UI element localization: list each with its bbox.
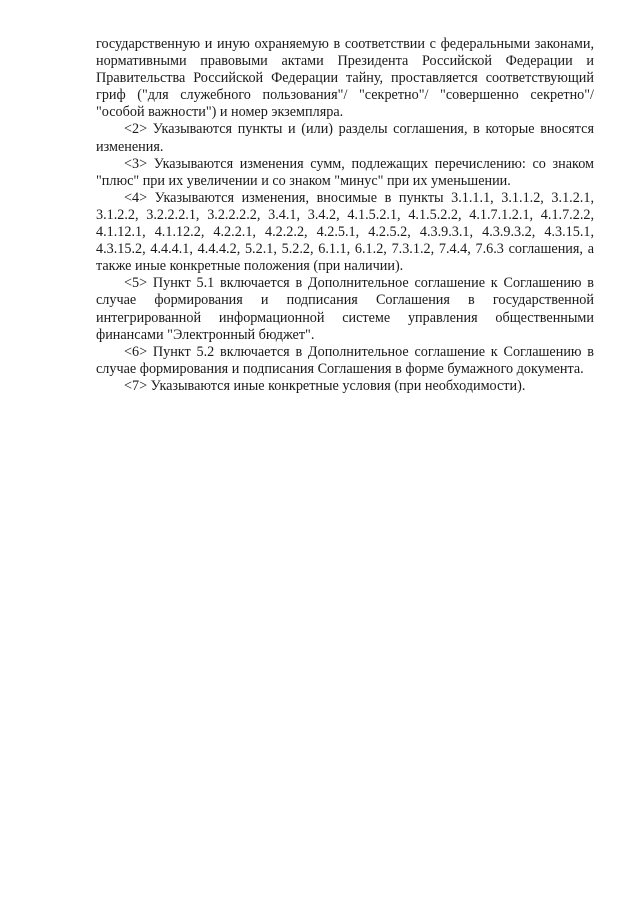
footnote-continuation: государственную и иную охраняемую в соответствии с федеральными законами, нормативными правовыми актами Президента Российской Федерации и Правительства Российской Федерации тайну, проставляется соответствующий гриф ("для служебного пользования"/ "секретно"/ "совершенно секретно"/ "особой важности") и номер экземпляра. [96,36,594,121]
footnote-6: <6> Пункт 5.2 включается в Дополнительное соглашение к Соглашению в случае формирования и подписания Соглашения в форме бумажного документа. [96,343,594,377]
footnote-3: <3> Указываются изменения сумм, подлежащих перечислению: со знаком "плюс" при их увеличении и со знаком "минус" при их уменьшении. [96,155,594,189]
footnote-4: <4> Указываются изменения, вносимые в пункты 3.1.1.1, 3.1.1.2, 3.1.2.1, 3.1.2.2, 3.2.2.2.1, 3.2.2.2.2, 3.4.1, 3.4.2, 4.1.5.2.1, 4.1.5.2.2, 4.1.7.1.2.1, 4.1.7.2.2, 4.1.12.1, 4.1.12.2, 4.2.2.1, 4.2.2.2, 4.2.5.1, 4.2.5.2, 4.3.9.3.1, 4.3.9.3.2, 4.3.15.1, 4.3.15.2, 4.4.4.1, 4.4.4.2, 5.2.1, 5.2.2, 6.1.1, 6.1.2, 7.3.1.2, 7.4.4, 7.6.3 соглашения, а также иные конкретные положения (при наличии). [96,189,594,275]
footnote-7: <7> Указываются иные конкретные условия (при необходимости). [124,377,526,394]
footnote-2: <2> Указываются пункты и (или) разделы соглашения, в которые вносятся изменения. [96,121,594,155]
footnotes-text [96,36,594,395]
footnote-5: <5> Пункт 5.1 включается в Дополнительное соглашение к Соглашению в случае формирования и подписания Соглашения в государственной интегрированной информационной системе управления общественными финансами "Электронный бюджет". [96,275,594,343]
